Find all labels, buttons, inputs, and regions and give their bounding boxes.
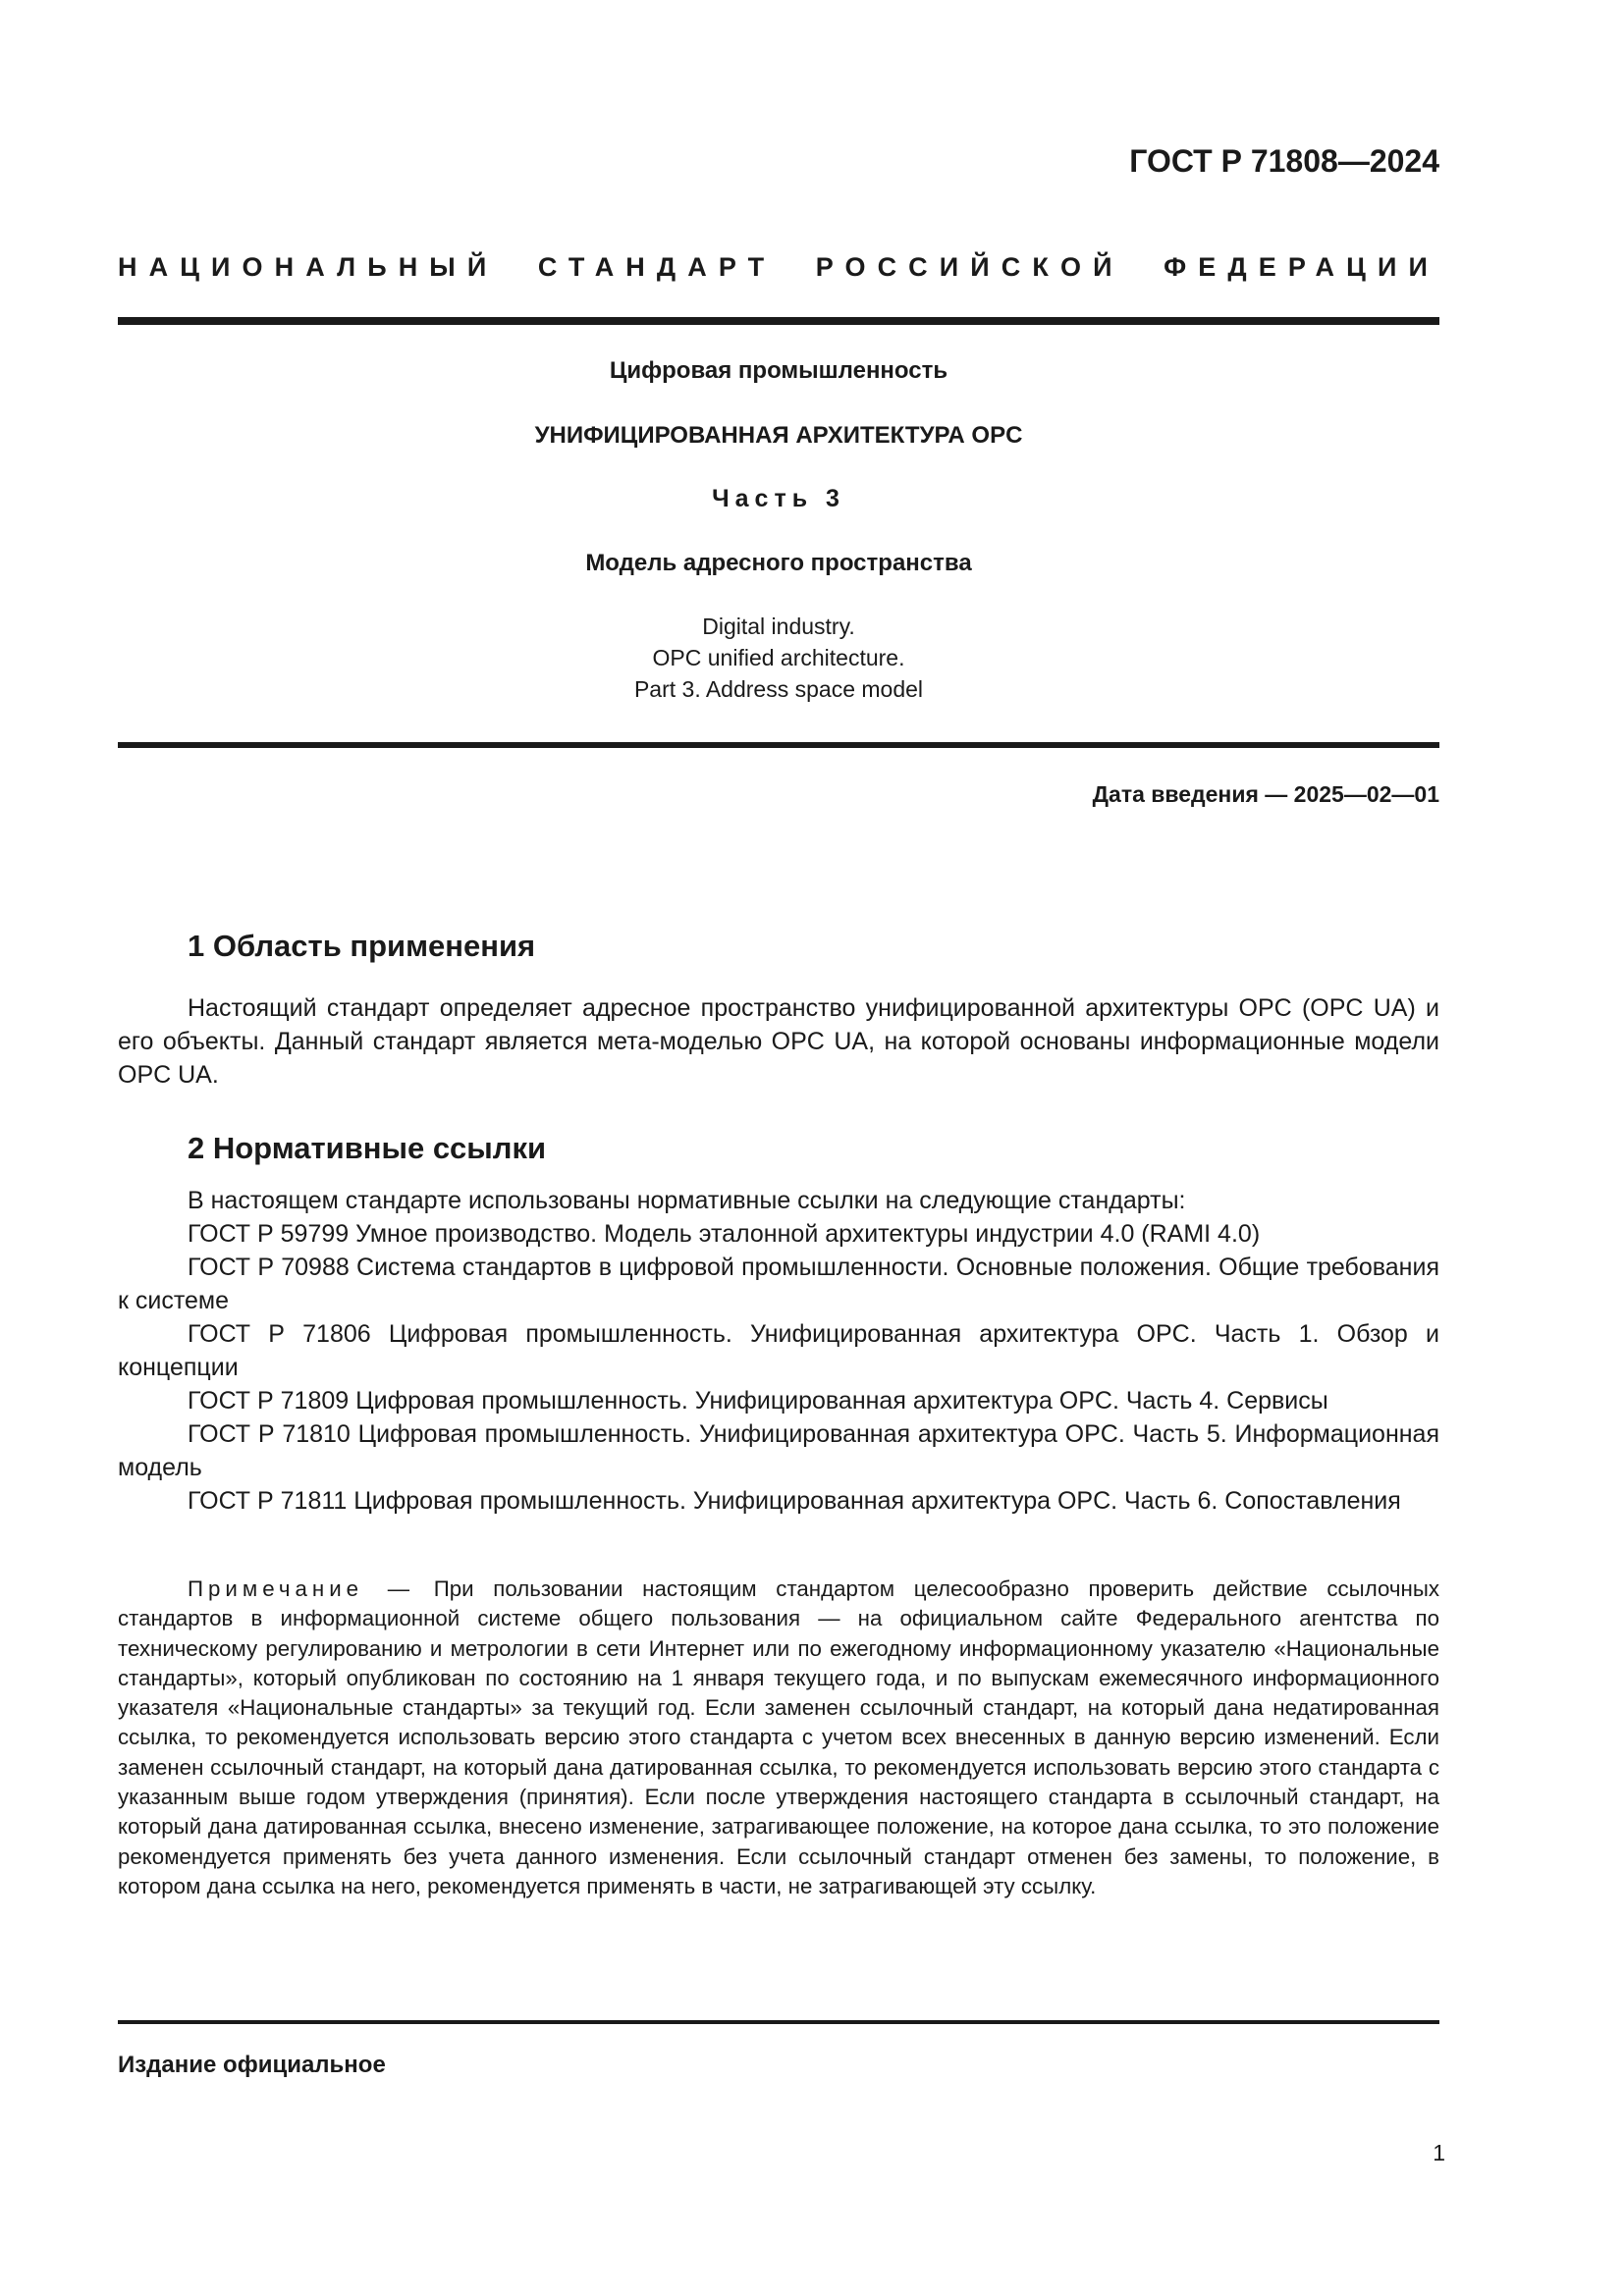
title-main: УНИФИЦИРОВАННАЯ АРХИТЕКТУРА OPC (534, 422, 1023, 449)
top-rule (118, 317, 1439, 325)
reference-item: ГОСТ Р 71806 Цифровая промышленность. Унифицированная архитектура OPC. Часть 1. Обзор и концепции (118, 1320, 1439, 1381)
edition-label: Издание официальное (118, 2052, 386, 2078)
reference-item: ГОСТ Р 71810 Цифровая промышленность. Унифицированная архитектура OPC. Часть 5. Информационная модель (118, 1420, 1439, 1481)
paragraph: Настоящий стандарт определяет адресное пространство унифицированной архитектуры OPC (OPC UA) и его объекты. Данный стандарт является мета-моделью OPC UA, на которой основаны информационные модели OPC UA. (118, 994, 1439, 1089)
reference-item: ГОСТ Р 71809 Цифровая промышленность. Унифицированная архитектура OPC. Часть 4. Сервисы (188, 1387, 1328, 1415)
english-title-line: Digital industry. (702, 614, 855, 639)
english-title (118, 611, 1439, 705)
section-body (118, 991, 1439, 1092)
title-subtitle: Модель адресного пространства (585, 550, 972, 576)
note-label: Примечание — (188, 1576, 415, 1601)
introduction-date: Дата введения — 2025—02—01 (1092, 781, 1439, 807)
title-series: Цифровая промышленность (609, 357, 948, 384)
reference-item: ГОСТ Р 70988 Система стандартов в цифровой промышленности. Основные положения. Общие требования к системе (118, 1254, 1439, 1314)
national-standard-banner: НАЦИОНАЛЬНЫЙ СТАНДАРТ РОССИЙСКОЙ ФЕДЕРАЦИИ (118, 252, 1439, 282)
page-number: 1 (1433, 2140, 1445, 2165)
title-part: Часть 3 (712, 485, 845, 512)
note-text: При пользовании настоящим стандартом целесообразно проверить действие ссылочных стандартов в информационной системе общего пользования — на официальном сайте Федерального агентства по техническому регулированию и метрологии в сети Интернет или по ежегодному информационному указателю «Национальные стандарты», который опубликован по состоянию на 1 января текущего года, и по выпускам ежемесячного информационного указателя «Национальные стандарты» за текущий год. Если заменен ссылочный стандарт, на который дана недатированная ссылка, то рекомендуется использовать версию этого стандарта с учетом всех внесенных в данную версию изменений. Если заменен ссылочный стандарт, на который дана датированная ссылка, то рекомендуется использовать версию этого стандарта с указанным выше годом утверждения (принятия). Если после утверждения настоящего стандарта в ссылочный стандарт, на который дана датированная ссылка, внесено изменение, затрагивающее положение, на которое дана ссылка, то это положение рекомендуется применять без учета данного изменения. Если ссылочный стандарт отменен без замены, то положение, в котором дана ссылка на него, рекомендуется применять в части, не затрагивающей эту ссылку. (118, 1576, 1439, 1898)
title-bottom-rule (118, 742, 1439, 748)
reference-item: ГОСТ Р 59799 Умное производство. Модель эталонной архитектуры индустрии 4.0 (RAMI 4.0) (188, 1220, 1261, 1248)
section-body (118, 1184, 1439, 1518)
standard-designation: ГОСТ Р 71808—2024 (1129, 143, 1439, 179)
paragraph: В настоящем стандарте использованы нормативные ссылки на следующие стандарты: (188, 1187, 1186, 1214)
note (118, 1575, 1439, 1901)
english-title-line: OPC unified architecture. (652, 645, 905, 670)
section-heading: 2 Нормативные ссылки (188, 1131, 547, 1165)
footer-rule (118, 2020, 1439, 2024)
section-heading: 1 Область применения (188, 929, 536, 963)
reference-item: ГОСТ Р 71811 Цифровая промышленность. Унифицированная архитектура OPC. Часть 6. Сопоставления (188, 1487, 1401, 1515)
english-title-line: Part 3. Address space model (633, 676, 924, 702)
